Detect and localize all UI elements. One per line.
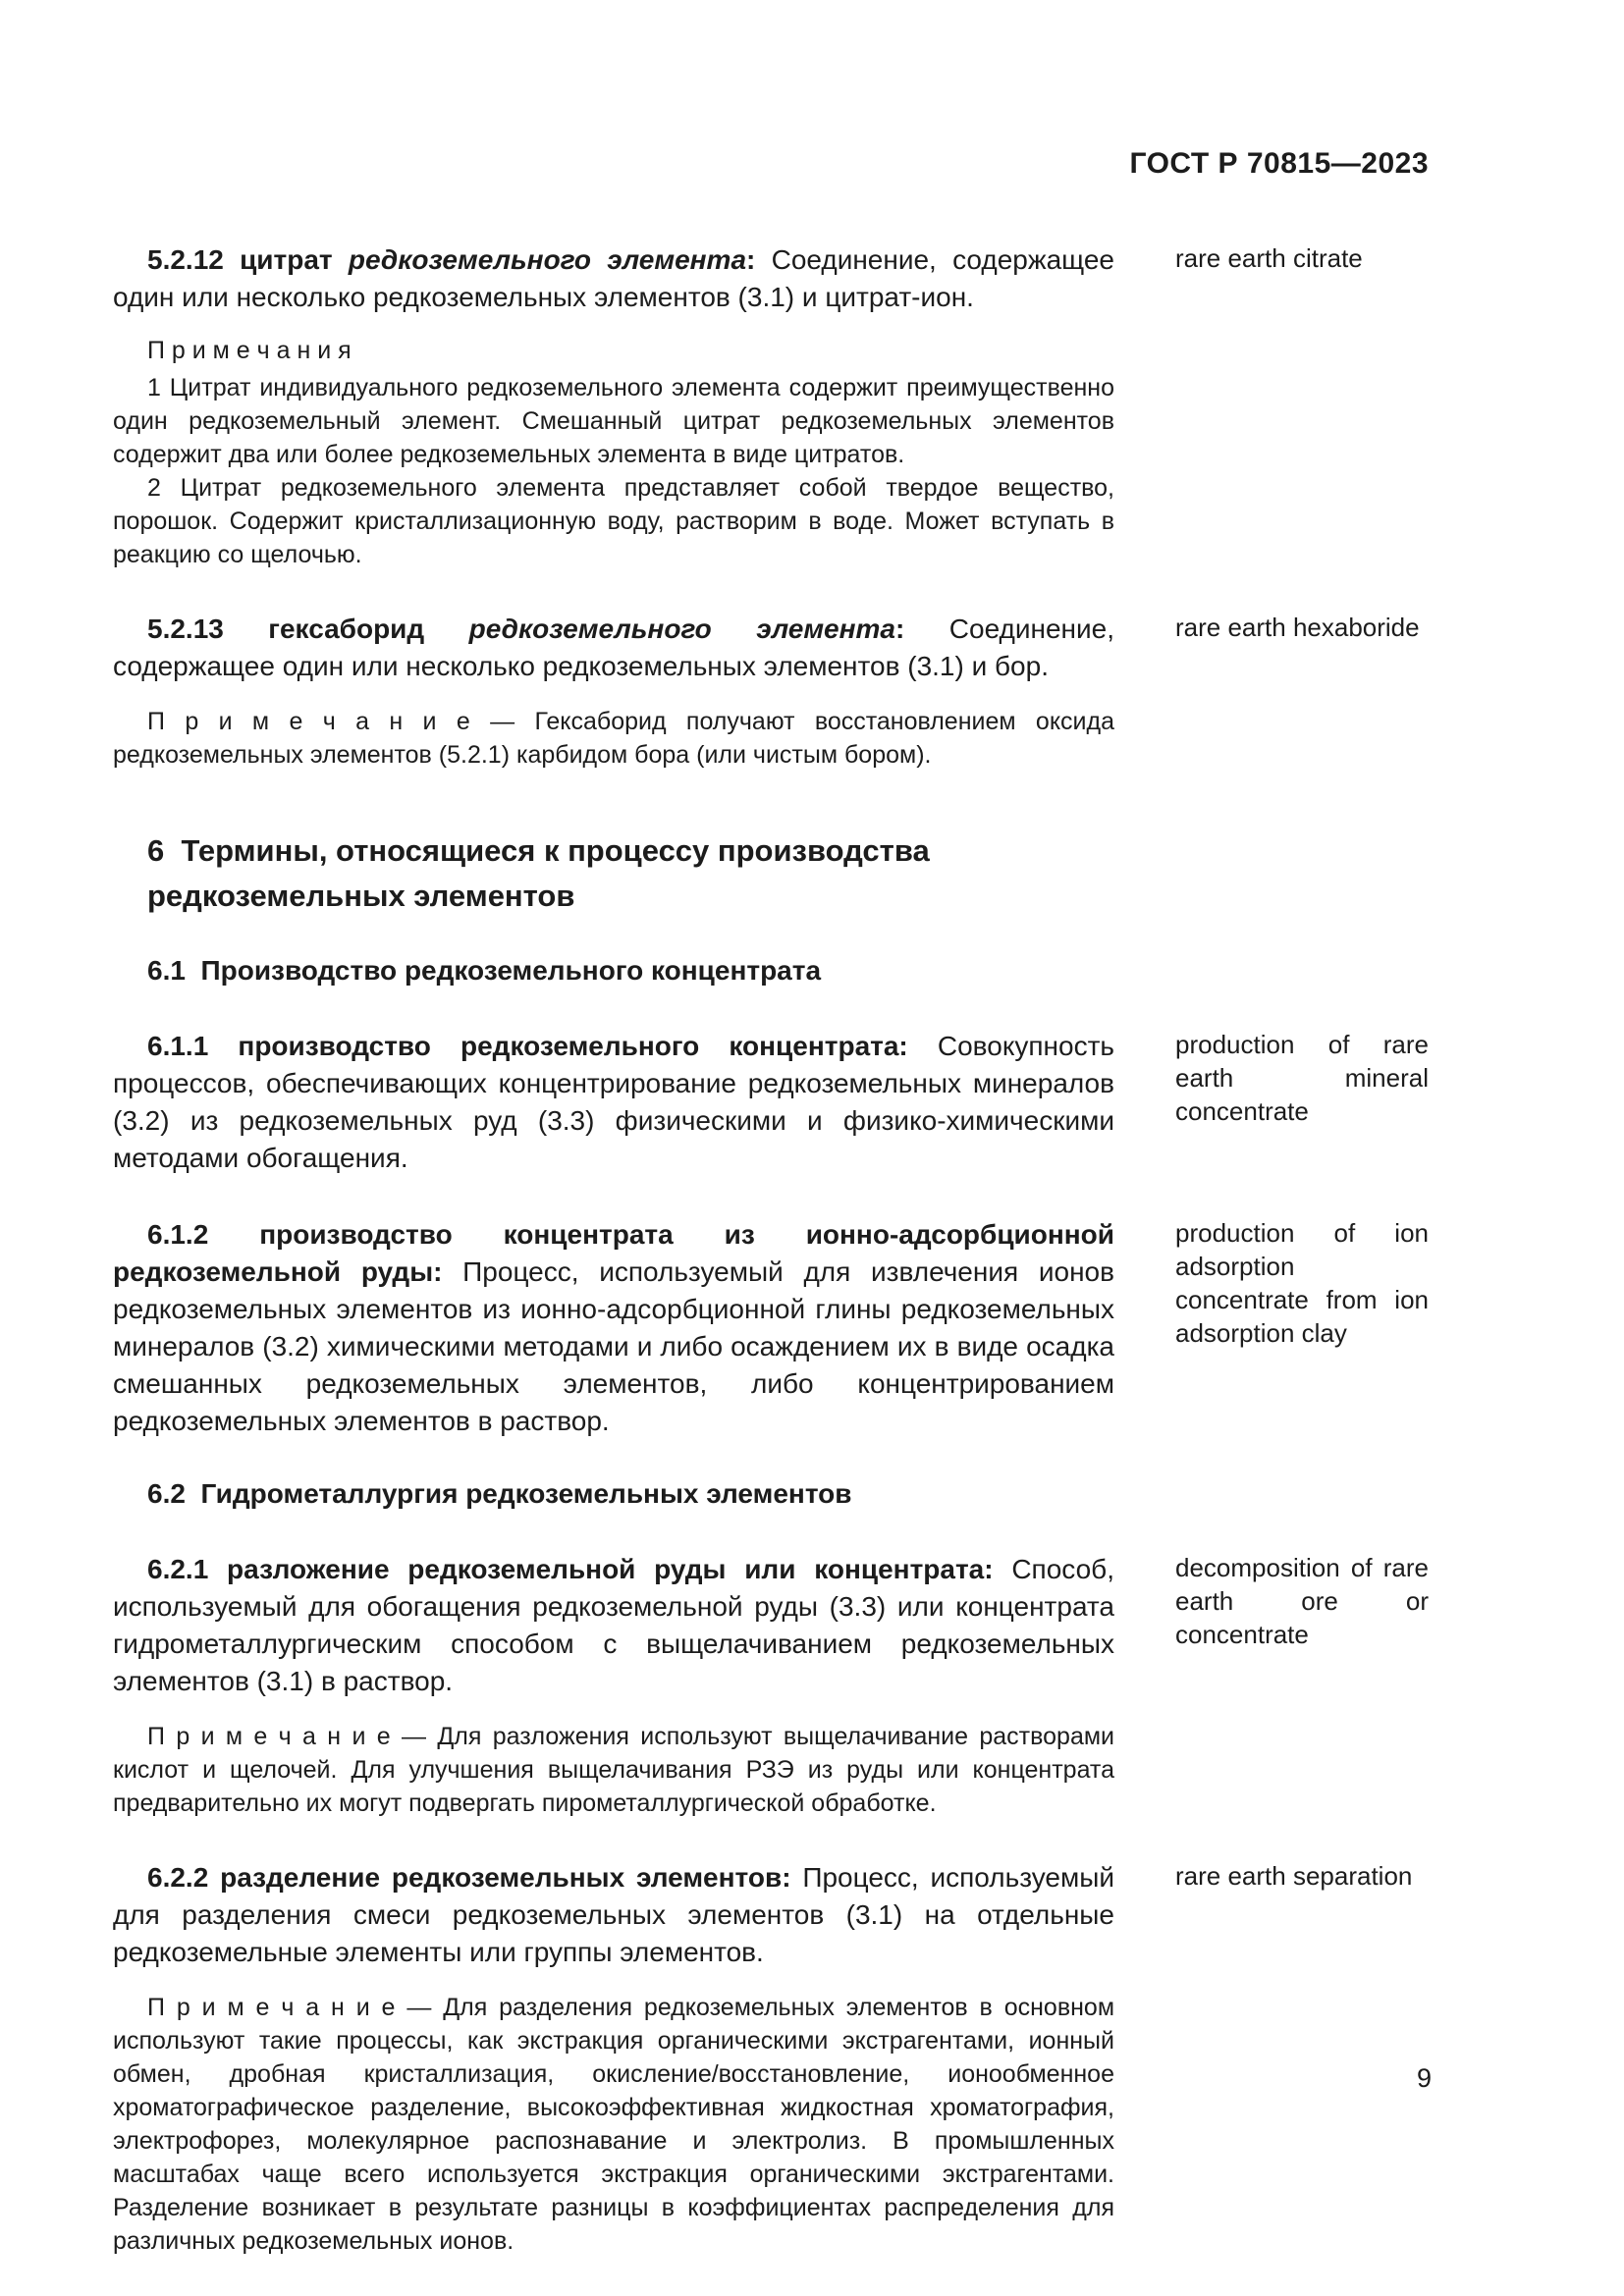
term-block-6-1-2 — [113, 1216, 1429, 1440]
term-colon: : — [895, 614, 905, 644]
term-paragraph-5-2-13 — [113, 611, 1114, 685]
term-block-6-1-1 — [113, 1028, 1429, 1177]
term-main-5-2-13 — [113, 611, 1114, 772]
section-heading-6: 6 Термины, относящиеся к процессу производства редкоземельных элементов — [147, 833, 930, 913]
term-main-6-2-1 — [113, 1551, 1114, 1820]
term-block-6-2-1 — [113, 1551, 1429, 1820]
term-number-and-name: 6.1.1 производство редкоземельного концентрата: — [147, 1031, 908, 1061]
term-block-5-2-13 — [113, 611, 1429, 772]
note-text: — Для разложения используют выщелачивание растворами кислот и щелочей. Для улучшения выщелачивания РЗЭ из руды или концентрата предварительно их могут подвергать пирометаллургической обработке. — [113, 1723, 1114, 1817]
term-paragraph-6-1-1 — [113, 1028, 1114, 1177]
margin-term-6-2-1: decomposition of rare earth ore or concentrate — [1175, 1553, 1429, 1649]
note-paragraph — [113, 705, 1114, 772]
note-label: П р и м е ч а н и е — [147, 1723, 391, 1750]
term-name-italic: редкоземельного элемента — [348, 244, 747, 275]
notes-label: П р и м е ч а н и я — [147, 337, 352, 364]
term-paragraph-6-1-2 — [113, 1216, 1114, 1440]
margin-term-5-2-12: rare earth citrate — [1175, 243, 1363, 273]
margin-term-6-2-2: rare earth separation — [1175, 1861, 1413, 1891]
note-text: — Гексаборид получают восстановлением оксида редкоземельных элементов (5.2.1) карбидом бора (или чистым бором). — [113, 708, 1115, 769]
term-main-6-1-1 — [113, 1028, 1114, 1177]
term-number-and-name: 6.2.1 разложение редкоземельной руды или концентрата: — [147, 1554, 994, 1584]
term-definition: Процесс, используемый для извлечения ионов редкоземельных элементов из ионно-адсорбционной глины редкоземельных минералов (3.2) химическими методами и либо осаждением их в виде осадка смешанных редкоземельных элементов, либо концентрированием редкоземельных элементов в раствор. — [113, 1256, 1114, 1436]
subsection-heading-6-2: 6.2 Гидрометаллургия редкоземельных элементов — [147, 1478, 852, 1509]
term-main-6-1-2 — [113, 1216, 1114, 1440]
term-block-6-2-2 — [113, 1859, 1429, 2258]
term-paragraph-5-2-12 — [113, 241, 1114, 316]
term-number-and-name: 5.2.12 цитрат — [147, 244, 349, 275]
margin-term-6-1-2: production of ion adsorption concentrate from ion adsorption clay — [1175, 1218, 1429, 1348]
term-number-and-name: 6.1.2 производство концентрата из ионно-адсорбционной редкоземельной руды: — [113, 1219, 1114, 1287]
term-main-5-2-12 — [113, 241, 1114, 571]
note-label: П р и м е ч а н и е — [147, 1994, 396, 2021]
note-item-1: 1 Цитрат индивидуального редкоземельного элемента содержит преимущественно один редкоземельный элемент. Смешанный цитрат редкоземельных элементов содержит два или более редкоземельных элемента в виде цитратов. — [113, 374, 1114, 468]
term-number-and-name: 5.2.13 гексаборид — [147, 614, 469, 644]
term-definition: Способ, используемый для обогащения редкоземельной руды (3.3) или концентрата гидрометаллургическим способом с выщелачиванием редкоземельных элементов (3.1) в раствор. — [113, 1554, 1114, 1696]
term-main-6-2-2 — [113, 1859, 1114, 2258]
margin-term-6-1-1: production of rare earth mineral concentrate — [1175, 1030, 1429, 1126]
term-definition: Совокупность процессов, обеспечивающих концентрирование редкоземельных минералов (3.2) из редкоземельных руд (3.3) физическими и физико-химическими методами обогащения. — [113, 1031, 1114, 1173]
note-paragraph — [113, 1991, 1114, 2258]
page-number: 9 — [1416, 2063, 1432, 2093]
term-name-italic: редкоземельного элемента — [468, 614, 895, 644]
term-definition: Соединение, содержащее один или несколько редкоземельных элементов (3.1) и цитрат-ион. — [113, 244, 1115, 312]
subsection-heading-6-1: 6.1 Производство редкоземельного концентрата — [147, 955, 822, 986]
term-block-5-2-12 — [113, 241, 1429, 571]
term-definition: Соединение, содержащее один или несколько редкоземельных элементов (3.1) и бор. — [113, 614, 1115, 681]
term-definition: Процесс, используемый для разделения смеси редкоземельных элементов (3.1) на отдельные редкоземельные элементы или группы элементов. — [113, 1862, 1114, 1967]
term-colon: : — [746, 244, 756, 275]
note-paragraph — [113, 1720, 1114, 1820]
term-paragraph-6-2-2 — [113, 1859, 1114, 1971]
note-text: — Для разделения редкоземельных элементов в основном используют такие процессы, как экстракция органическими экстрагентами, ионный обмен, дробная кристаллизация, окисление/восстановление, ионообменное хроматографическое разделение, высокоэффективная жидкостная хроматография, электрофорез, молекулярное распознавание и электролиз. В промышленных масштабах чаще всего используется экстракция органическими экстрагентами. Разделение возникает в результате разницы в коэффициентах распределения для различных редкоземельных ионов. — [113, 1994, 1115, 2255]
term-paragraph-6-2-1 — [113, 1551, 1114, 1700]
note-label: П р и м е ч а н и е — [147, 708, 470, 735]
term-number-and-name: 6.2.2 разделение редкоземельных элементов: — [147, 1862, 791, 1893]
margin-term-5-2-13: rare earth hexaboride — [1175, 613, 1420, 642]
document-code: ГОСТ Р 70815—2023 — [1129, 147, 1429, 180]
note-item-2: 2 Цитрат редкоземельного элемента представляет собой твердое вещество, порошок. Содержит кристаллизационную воду, растворим в воде. Может вступать в реакцию со щелочью. — [113, 474, 1114, 568]
